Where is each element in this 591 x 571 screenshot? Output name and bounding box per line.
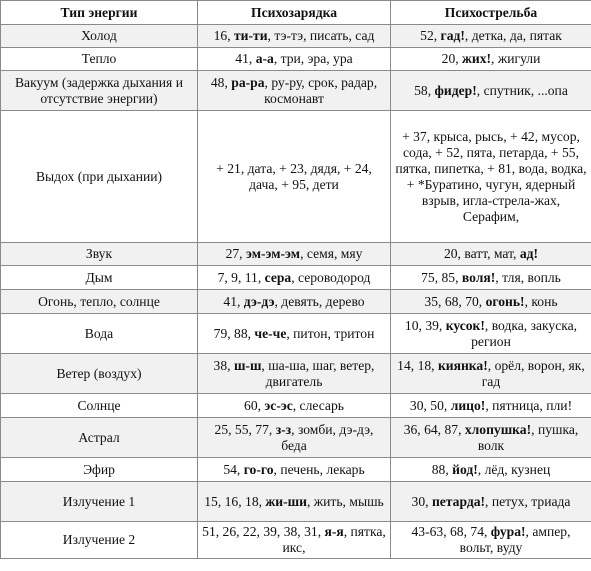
psycho-charge-cell-bold: сера <box>264 269 292 285</box>
psycho-shot-cell-pre: 36, 64, 87, <box>403 421 465 437</box>
psycho-shot-cell-pre: 20, <box>441 51 463 66</box>
psycho-charge-cell-pre: 48, <box>210 74 232 90</box>
psycho-shot-cell <box>391 314 591 354</box>
psycho-charge-cell-post: , ша-ша, шаг, ветер, двигатель <box>261 357 375 389</box>
psycho-charge-cell-pre: 41, <box>235 51 256 66</box>
psycho-shot-cell <box>391 111 591 243</box>
psycho-charge-cell <box>198 48 391 71</box>
psycho-charge-cell-post: + 21, дата, + 23, дядя, + 24, дача, + 95, дети <box>216 160 372 192</box>
psycho-charge-cell <box>198 266 391 290</box>
psycho-shot-cell-post: + 37, крыса, рысь, + 42, мусор, сода, + 52, пята, петарда, + 55, пятка, пипетка, + 81, вода, водка, + *Буратино, чугун, ядерный взрыв, игла-стрела-жах, Серафим, <box>395 128 587 224</box>
psycho-charge-cell-post: , пятка, икс, <box>282 524 386 555</box>
table-row <box>1 418 591 458</box>
psycho-shot-cell-pre: 58, <box>414 82 435 98</box>
psycho-charge-cell-pre: 51, 26, 22, 39, 38, 31, <box>202 524 325 539</box>
psycho-charge-cell-post: , зомби, дэ-дэ, беда <box>281 421 374 453</box>
psycho-charge-cell-bold: жи-ши <box>265 493 307 509</box>
psycho-shot-cell-post: , ампер, вольт, вуду <box>459 524 571 555</box>
psycho-charge-cell <box>198 25 391 48</box>
table-row <box>1 111 591 243</box>
psycho-shot-cell-pre: 10, 39, <box>404 317 446 333</box>
psycho-charge-cell-bold: з-з <box>275 421 292 437</box>
energy-type-cell: Звук <box>1 243 198 266</box>
table-row <box>1 243 591 266</box>
psycho-shot-cell-pre: 14, 18, <box>397 357 438 373</box>
energy-type-cell: Вода <box>1 314 198 354</box>
psycho-charge-cell-pre: 41, <box>223 293 244 309</box>
psycho-shot-cell-bold: лицо! <box>450 397 486 413</box>
psycho-shot-cell-bold: фидер! <box>434 82 477 98</box>
psycho-charge-cell-bold: ти-ти <box>233 28 268 43</box>
energy-type-cell: Астрал <box>1 418 198 458</box>
psycho-shot-cell <box>391 48 591 71</box>
energy-type-cell: Тепло <box>1 48 198 71</box>
psycho-charge-cell-pre: 7, 9, 11, <box>217 269 265 285</box>
energy-type-cell: Ветер (воздух) <box>1 354 198 394</box>
psycho-charge-cell <box>198 522 391 559</box>
energy-type-cell: Дым <box>1 266 198 290</box>
psycho-charge-cell <box>198 111 391 243</box>
psycho-shot-cell-post: , петух, триада <box>485 493 571 509</box>
psycho-charge-cell-post: , девять, дерево <box>274 293 365 309</box>
psycho-shot-cell-pre: 52, <box>420 28 441 43</box>
psycho-shot-cell-pre: 20, ватт, мат, <box>443 246 520 261</box>
psycho-shot-cell <box>391 266 591 290</box>
psycho-shot-cell-post: , спутник, ...опа <box>476 82 568 98</box>
psycho-charge-cell <box>198 418 391 458</box>
psycho-shot-cell-bold: гад! <box>440 28 465 43</box>
psycho-shot-cell-bold: огонь! <box>485 293 525 309</box>
psycho-charge-cell-pre: 60, <box>244 397 265 413</box>
energy-type-cell: Вакуум (задержка дыхания и отсутствие энергии) <box>1 71 198 111</box>
psycho-shot-cell-post: , пушка, волк <box>477 421 579 453</box>
psycho-charge-cell-pre: 38, <box>213 357 234 373</box>
psycho-shot-cell-pre: 43-63, 68, 74, <box>411 524 491 539</box>
psycho-shot-cell-bold: йод! <box>452 461 478 477</box>
psycho-shot-cell-bold: жих! <box>462 51 492 66</box>
psycho-charge-cell <box>198 458 391 482</box>
psycho-charge-cell-post: , сероводород <box>291 269 371 285</box>
psycho-shot-cell-post: , конь <box>524 293 558 309</box>
psycho-shot-cell-post: , лёд, кузнец <box>477 461 551 477</box>
table-row <box>1 482 591 522</box>
psycho-shot-cell-post: , тля, вопль <box>495 269 561 285</box>
psycho-shot-cell <box>391 482 591 522</box>
header-psycho-charge: Психозарядка <box>198 1 391 25</box>
header-psycho-shot: Психострельба <box>391 1 591 25</box>
psycho-shot-cell-post: , пятница, пли! <box>485 397 573 413</box>
psycho-charge-cell <box>198 290 391 314</box>
psycho-shot-cell-post: , водка, закуска, регион <box>471 317 578 349</box>
header-energy-type: Тип энергии <box>1 1 198 25</box>
psycho-shot-cell-post: , жигули <box>491 51 541 66</box>
psycho-charge-cell-bold: ш-ш <box>233 357 262 373</box>
psycho-charge-cell-bold: че-че <box>254 325 287 341</box>
table-row <box>1 25 591 48</box>
psycho-charge-cell-bold: дэ-дэ <box>243 293 275 309</box>
psycho-charge-cell-bold: ра-ра <box>231 74 265 90</box>
psycho-shot-cell <box>391 458 591 482</box>
table-row <box>1 48 591 71</box>
psycho-charge-cell-post: , три, эра, ура <box>273 51 353 66</box>
psycho-shot-cell-bold: фура! <box>490 524 526 539</box>
table-row <box>1 290 591 314</box>
psycho-charge-cell-post: , слесарь <box>292 397 344 413</box>
energy-type-cell: Эфир <box>1 458 198 482</box>
table-row <box>1 71 591 111</box>
psycho-shot-cell <box>391 394 591 418</box>
psycho-charge-cell-pre: 79, 88, <box>213 325 255 341</box>
psycho-charge-cell-post: , печень, лекарь <box>273 461 365 477</box>
psycho-charge-cell-pre: 25, 55, 77, <box>214 421 276 437</box>
table-row <box>1 354 591 394</box>
psycho-shot-cell-bold: хлопушка! <box>464 421 532 437</box>
psycho-charge-cell-bold: я-я <box>324 524 344 539</box>
psycho-shot-cell <box>391 354 591 394</box>
psycho-charge-cell <box>198 354 391 394</box>
psycho-charge-cell <box>198 314 391 354</box>
psycho-shot-cell <box>391 71 591 111</box>
energy-type-cell: Излучение 1 <box>1 482 198 522</box>
psycho-shot-cell-post: , детка, да, пятак <box>464 28 562 43</box>
psycho-shot-cell-pre: 30, 50, <box>409 397 451 413</box>
psycho-shot-cell-bold: киянка! <box>437 357 488 373</box>
table-row <box>1 266 591 290</box>
psycho-shot-cell <box>391 243 591 266</box>
psycho-charge-cell-post: , жить, мышь <box>306 493 384 509</box>
psycho-charge-cell-pre: 16, <box>213 28 234 43</box>
psycho-charge-cell-pre: 54, <box>223 461 244 477</box>
psycho-shot-cell <box>391 418 591 458</box>
psycho-shot-cell <box>391 522 591 559</box>
energy-type-cell: Солнце <box>1 394 198 418</box>
psycho-charge-cell <box>198 71 391 111</box>
header-row <box>1 1 591 25</box>
energy-type-cell: Холод <box>1 25 198 48</box>
psycho-charge-cell-post: , тэ-тэ, писать, сад <box>267 28 375 43</box>
psycho-charge-cell-bold: эс-эс <box>264 397 293 413</box>
psycho-shot-cell-pre: 88, <box>431 461 453 477</box>
table-row <box>1 314 591 354</box>
psycho-shot-cell <box>391 290 591 314</box>
psycho-shot-cell-bold: кусок! <box>445 317 485 333</box>
psycho-shot-cell-post: , орёл, ворон, як, гад <box>481 357 585 389</box>
table-row <box>1 522 591 559</box>
psycho-charge-cell-pre: 15, 16, 18, <box>204 493 266 509</box>
psycho-charge-cell-post: , семя, мяу <box>300 246 363 261</box>
table-row <box>1 458 591 482</box>
psycho-shot-cell <box>391 25 591 48</box>
psycho-shot-cell-pre: 35, 68, 70, <box>424 293 486 309</box>
energy-type-cell: Выдох (при дыхании) <box>1 111 198 243</box>
psycho-shot-cell-bold: воля! <box>461 269 496 285</box>
psycho-charge-cell-post: , питон, тритон <box>286 325 375 341</box>
table-row <box>1 394 591 418</box>
energy-type-cell: Излучение 2 <box>1 522 198 559</box>
psycho-charge-cell-pre: 27, <box>225 246 246 261</box>
psycho-charge-cell <box>198 394 391 418</box>
psycho-charge-cell <box>198 243 391 266</box>
psycho-shot-cell-bold: ад! <box>519 246 539 261</box>
psycho-charge-cell-bold: эм-эм-эм <box>245 246 301 261</box>
psycho-shot-cell-bold: петарда! <box>431 493 486 509</box>
psycho-shot-cell-pre: 75, 85, <box>421 269 462 285</box>
psycho-charge-cell-bold: а-а <box>255 51 274 66</box>
psycho-charge-cell-bold: го-го <box>243 461 274 477</box>
psycho-charge-cell <box>198 482 391 522</box>
psycho-charge-cell-post: , ру-ру, срок, радар, космонавт <box>264 74 378 106</box>
psycho-shot-cell-pre: 30, <box>411 493 432 509</box>
energy-type-cell: Огонь, тепло, солнце <box>1 290 198 314</box>
